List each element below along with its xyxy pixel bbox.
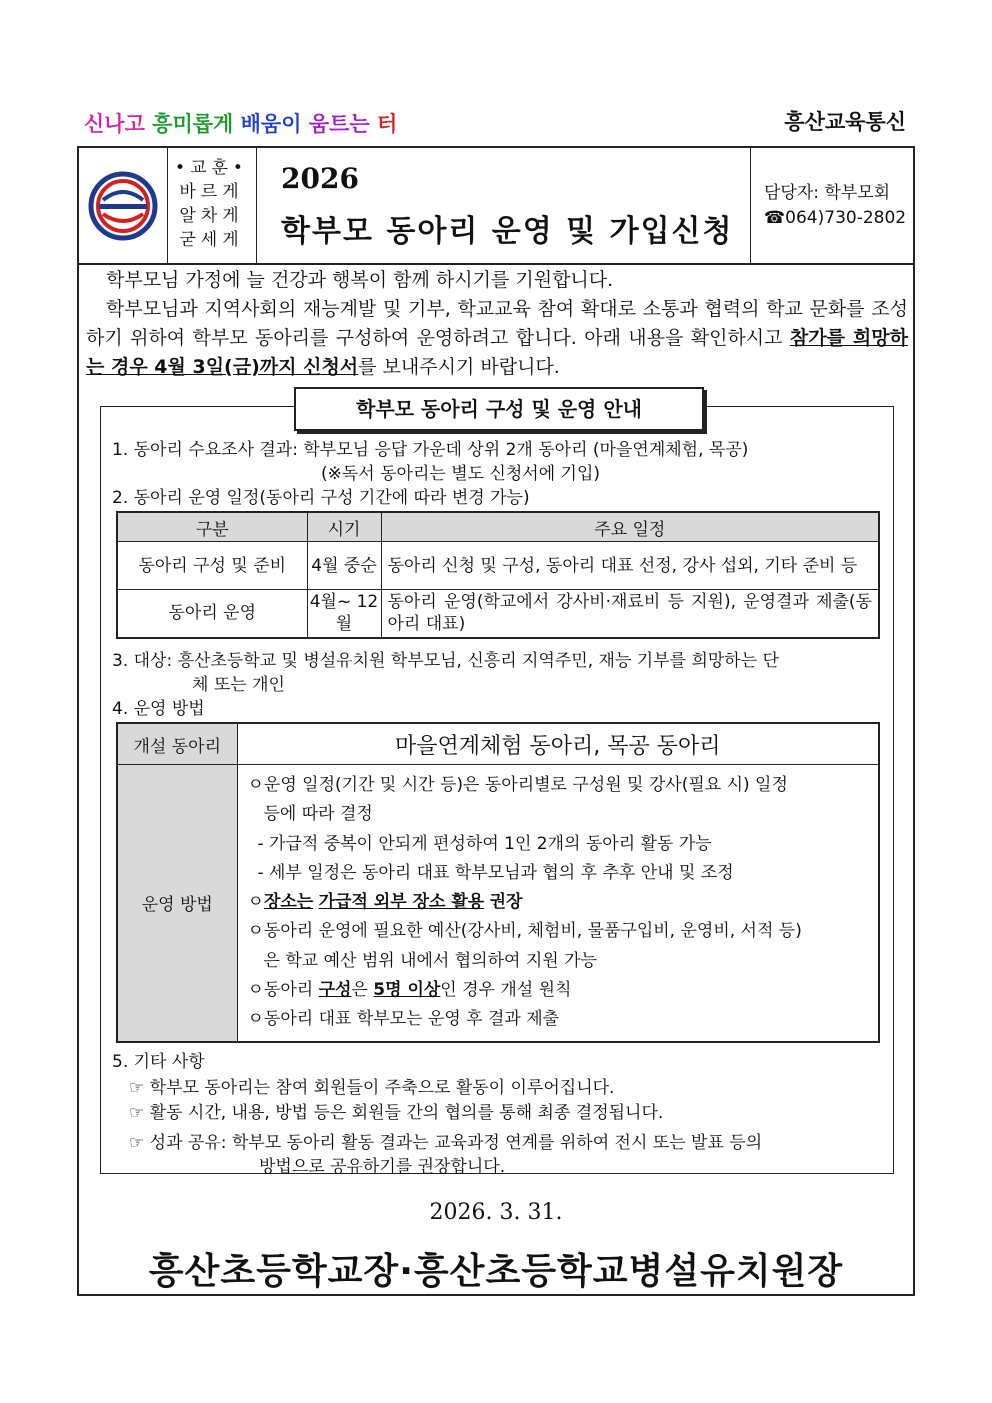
method-line: ㅇ동아리 대표 학부모는 운영 후 결과 제출: [247, 1009, 560, 1030]
table-row: [117, 542, 879, 590]
misc-item: ☞ 성과 공유: 학부모 동아리 활동 결과는 교육과정 연계를 위하여 전시 또는 발표 등의: [129, 1133, 763, 1153]
table-row: [117, 723, 879, 765]
place-emphasis: 가급적 외부 장소 활용: [318, 892, 485, 913]
size-emphasis: 5명 이상: [373, 980, 441, 1001]
intro-body: 학부모님과 지역사회의 재능계발 및 기부, 학교교육 참여 확대로 소통과 협력의 학교 문화를 조성하기 위하여 학부모 동아리를 구성하여 운영하려고 합니다. 아래 내용을 확인하시고: [86, 298, 908, 349]
guide-box: [100, 397, 894, 1177]
school-logo: [79, 148, 168, 263]
intro-body-end: 를 보내주시기 바랍니다.: [358, 356, 560, 378]
motto-line: 바르게: [179, 182, 244, 202]
place-emphasis: 권장: [489, 892, 523, 913]
method-line-place: [248, 888, 871, 917]
schedule-category: 동아리 구성 및 준비: [117, 542, 307, 590]
school-emblem-icon: [79, 148, 167, 263]
method-label: 운영 방법: [117, 765, 237, 1042]
schedule-detail: 동아리 신청 및 구성, 동아리 대표 선정, 강사 섭외, 기타 준비 등: [381, 542, 879, 590]
method-line-size: [248, 976, 871, 1005]
method-line: ㅇ운영 일정(기간 및 시간 등)은 동아리별로 구성원 및 강사(필요 시) 일정: [247, 775, 788, 795]
slogan-word-5: 터: [376, 112, 398, 136]
school-slogan: [84, 108, 397, 138]
column-header: 구분: [117, 512, 307, 542]
guide-title: 학부모 동아리 구성 및 운영 안내: [294, 387, 704, 431]
document-title: 학부모 동아리 운영 및 가입신청: [281, 214, 734, 249]
slogan-word-1: 신나고: [84, 112, 153, 136]
survey-note: (※독서 동아리는 별도 신청서에 기입): [321, 464, 601, 484]
column-header: 주요 일정: [381, 512, 879, 542]
table-row: [117, 590, 879, 638]
size-emphasis: 구성: [318, 980, 352, 1001]
method-line: - 세부 일정은 동아리 대표 학부모님과 협의 후 추후 안내 및 조정: [257, 862, 734, 883]
target-line-2: 체 또는 개인: [192, 675, 285, 695]
method-details: [237, 765, 879, 1042]
size-text: 은: [351, 980, 374, 1001]
intro-paragraph: [86, 295, 908, 382]
school-motto: [167, 148, 257, 263]
method-line: 은 학교 예산 범위 내에서 협의하여 지원 가능: [263, 950, 597, 971]
motto-line: 알차게: [179, 206, 244, 226]
slogan-word-2: 흥미롭게: [152, 112, 241, 136]
schedule-detail: 동아리 운영(학교에서 강사비·재료비 등 지원), 운영결과 제출(동아리 대표): [381, 590, 879, 638]
greeting: 학부모님 가정에 늘 건강과 행복이 함께 하시기를 기원합니다.: [106, 269, 614, 291]
schedule-table: [116, 511, 880, 639]
method-line: - 가급적 중복이 안되게 편성하여 1인 2개의 동아리 활동 가능: [257, 833, 712, 854]
schedule-heading: 2. 동아리 운영 일정(동아리 구성 기간에 따라 변경 가능): [112, 488, 530, 508]
contact-phone: ☎064)730-2802: [764, 208, 907, 228]
slogan-word-3: 배움이: [240, 112, 309, 136]
motto-line: 굳세게: [179, 230, 244, 250]
schedule-period: 4월 중순: [307, 542, 381, 590]
method-table: [116, 722, 880, 1043]
newsletter-name: 흥산교육통신: [784, 110, 906, 134]
method-line: ㅇ동아리 운영에 필요한 예산(강사비, 체험비, 물품구입비, 운영비, 서적 등): [247, 921, 802, 942]
misc-item: ☞ 활동 시간, 내용, 방법 등은 회원들 간의 협의를 통해 최종 결정됩니다.: [129, 1103, 664, 1123]
place-emphasis: 장소는: [263, 892, 314, 913]
club-value: 마을연계체험 동아리, 목공 동아리: [237, 723, 879, 765]
schedule-period: 4월~ 12월: [307, 590, 381, 638]
table-header-row: [117, 512, 879, 542]
survey-result: 1. 동아리 수요조사 결과: 학부모님 응답 가운데 상위 2개 동아리 (마을연계체험, 목공): [112, 440, 749, 460]
contact-person: 담당자: 학부모회: [764, 183, 891, 203]
size-text: ㅇ동아리: [247, 980, 319, 1001]
column-header: 시기: [307, 512, 381, 542]
intro-text: [86, 266, 908, 382]
target-line-1: 3. 대상: 흥산초등학교 및 병설유치원 학부모님, 신흥리 지역주민, 재능 기부를 희망하는 단: [112, 651, 779, 671]
motto-title: •교훈•: [175, 158, 248, 178]
size-text: 인 경우 개설 원칙: [440, 980, 572, 1001]
table-row: [117, 765, 879, 1042]
deadline-emphasis: 참가를 희망하는 경우 4월 3일(금)까지 신청서: [86, 327, 908, 378]
misc-item: ☞ 학부모 동아리는 참여 회원들이 주축으로 활동이 이루어집니다.: [129, 1078, 615, 1098]
slogan-word-4: 움트는: [308, 112, 377, 136]
signer: 흥산초등학교장·흥산초등학교병설유치원장: [148, 1251, 844, 1292]
document-date: 2026. 3. 31.: [429, 1200, 563, 1225]
header: [79, 148, 913, 265]
club-label: 개설 동아리: [117, 723, 237, 765]
bullet: ㅇ: [247, 892, 264, 913]
document-year: 2026: [281, 162, 359, 195]
method-heading: 4. 운영 방법: [112, 699, 205, 719]
contact-block: [750, 148, 913, 263]
title-block: [257, 148, 751, 263]
misc-heading: 5. 기타 사항: [112, 1052, 205, 1072]
schedule-category: 동아리 운영: [117, 590, 307, 638]
method-line: 등에 따라 결정: [263, 804, 373, 825]
misc-item-cont: 방법으로 공유하기를 권장합니다.: [259, 1157, 506, 1177]
